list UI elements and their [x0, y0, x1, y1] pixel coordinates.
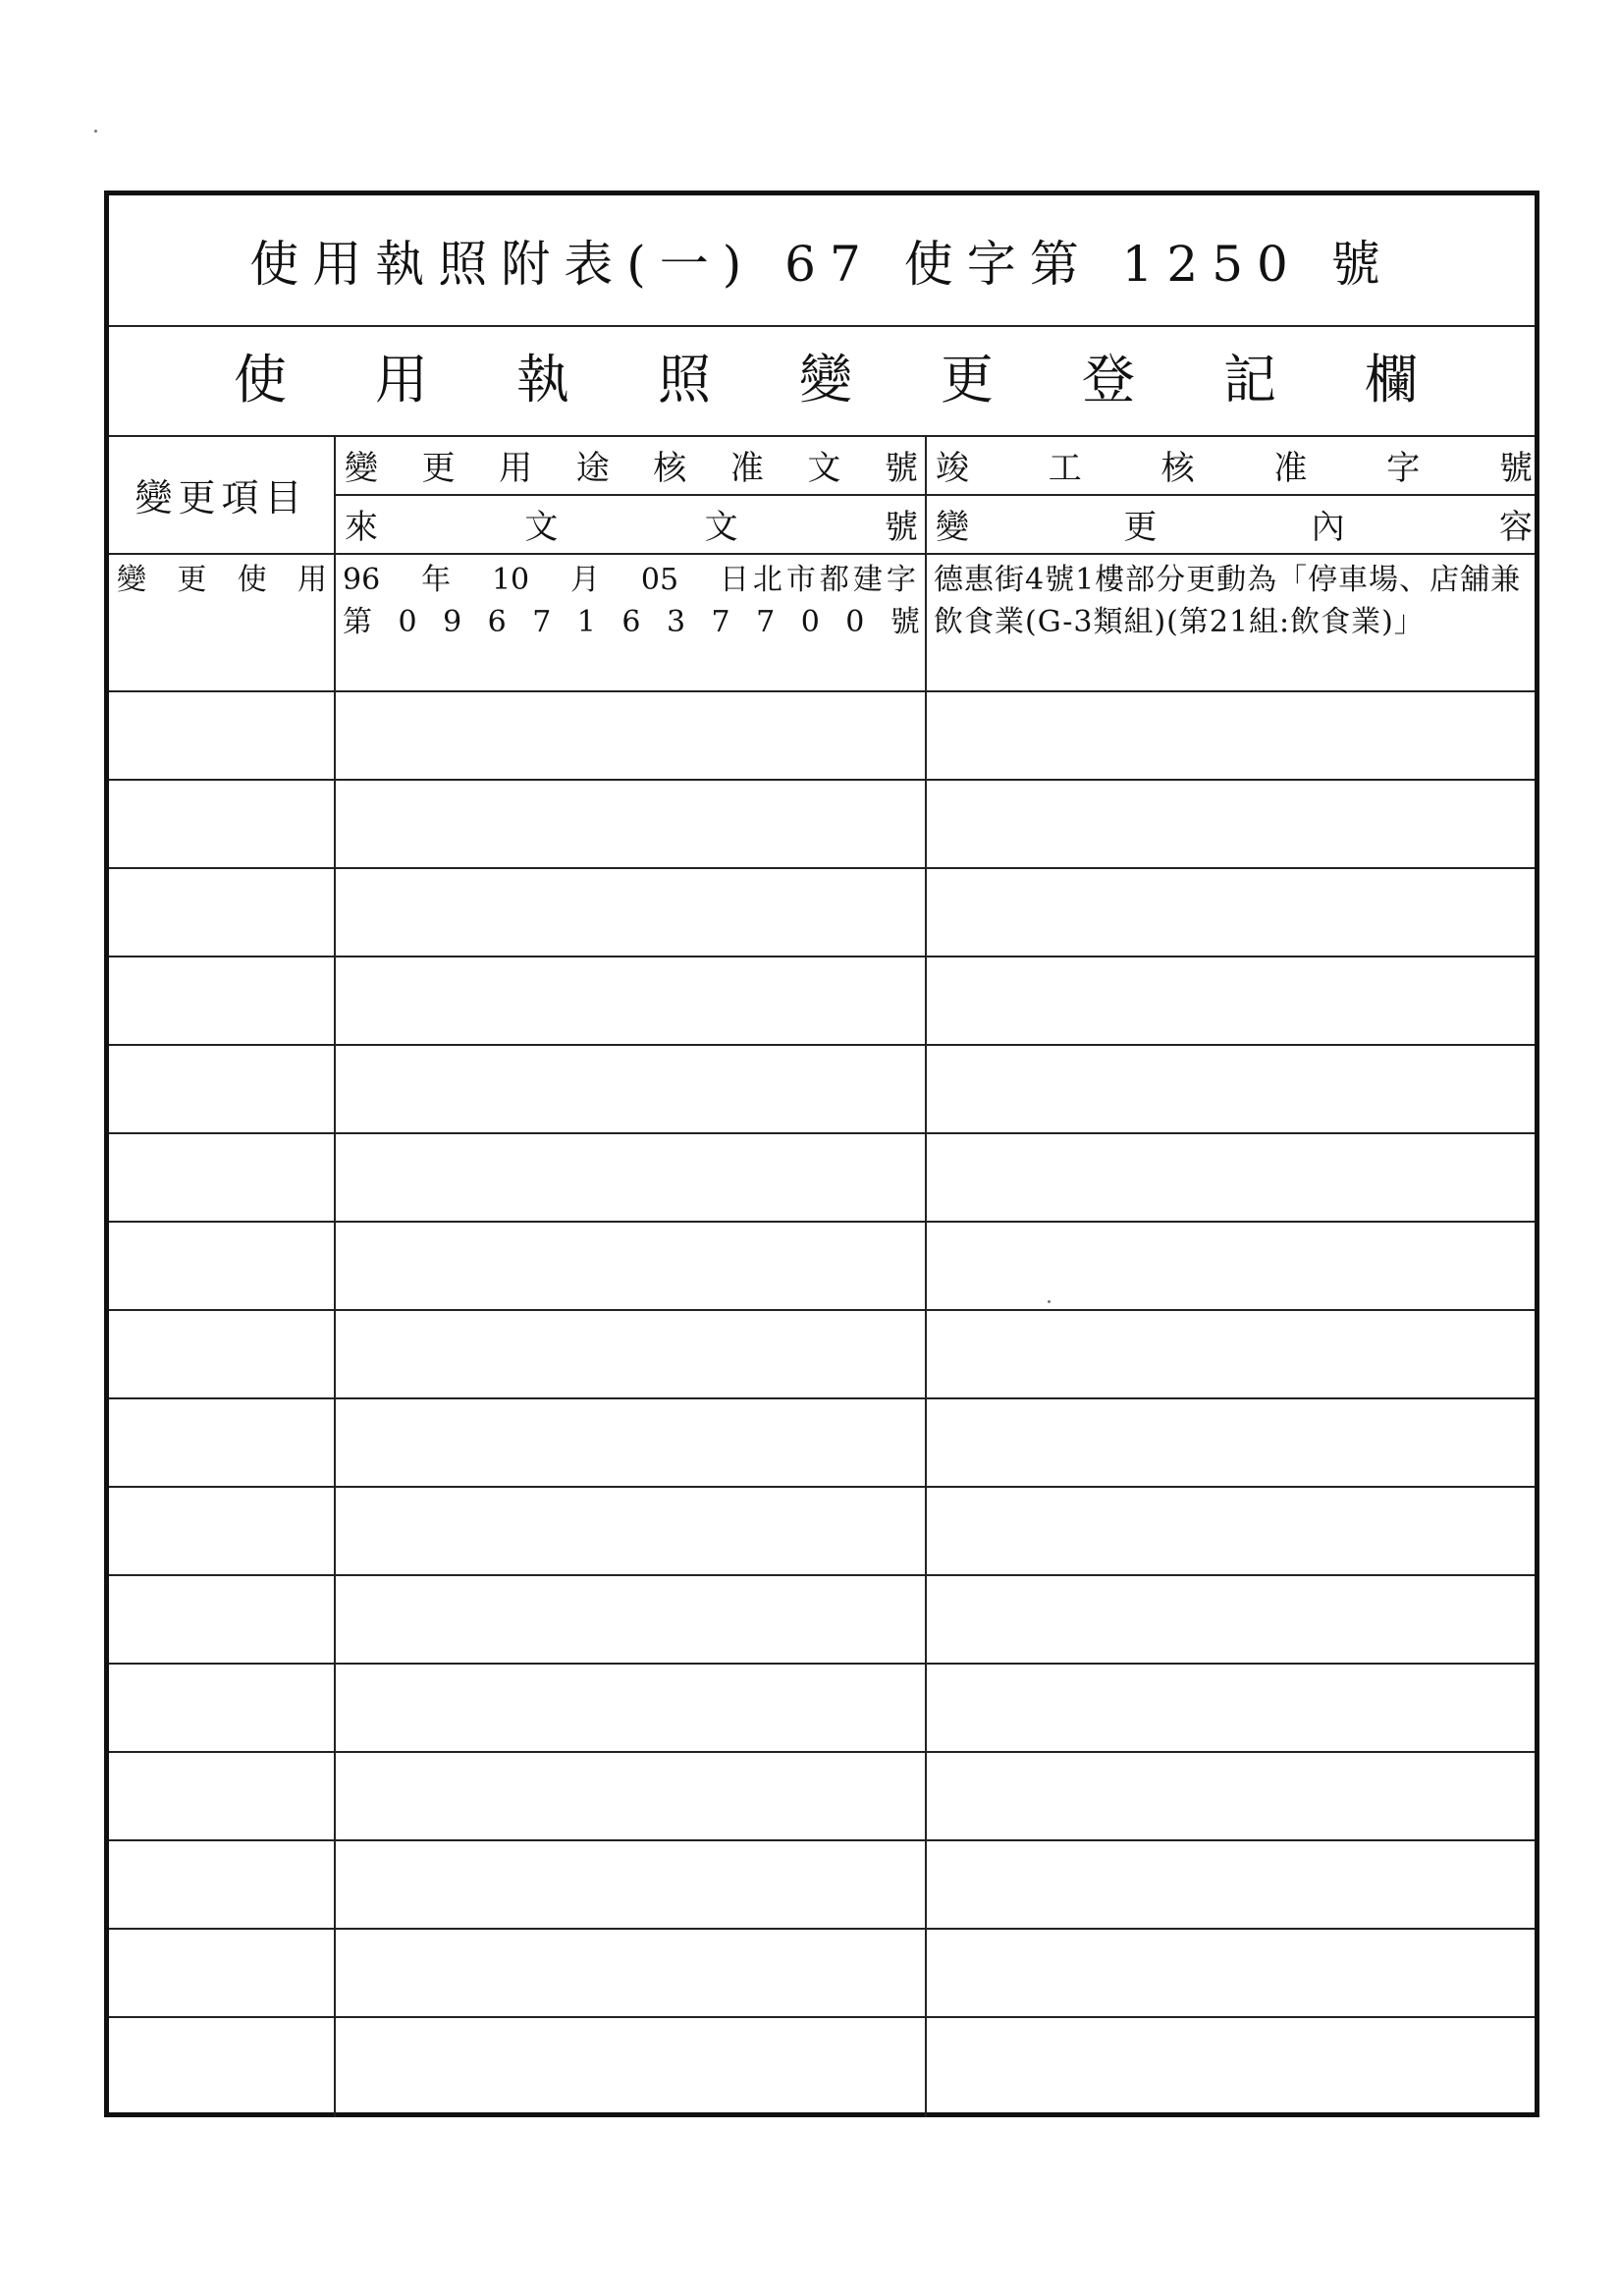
section-title-char: 欄 [1365, 349, 1418, 410]
row-divider [109, 1928, 1535, 1930]
row-divider [109, 1663, 1535, 1665]
section-title-char: 照 [658, 349, 711, 410]
section-title-char: 登 [1082, 349, 1135, 410]
row-doc-line1: 96 年 10 月 05 日北市都建字 [343, 563, 920, 597]
register-table [104, 191, 1539, 2117]
page-title: 使用執照附表(一) 67 使字第 1250 號 [249, 236, 1394, 293]
row-divider [109, 1132, 1535, 1134]
header-completion-no: 竣 工 核 准 字 號 [936, 448, 1533, 488]
row-divider [109, 1309, 1535, 1311]
header-approval-doc-no: 變 更 用 途 核 准 文 號 [345, 448, 918, 488]
row-doc-line2: 第 0 9 6 7 1 6 3 7 7 0 0 號 [343, 605, 920, 639]
row-divider [109, 1751, 1535, 1753]
section-title-char: 記 [1223, 349, 1276, 410]
row-divider [109, 867, 1535, 869]
column-divider [334, 435, 336, 2117]
row-divider [109, 779, 1535, 781]
section-title-char: 更 [941, 349, 994, 410]
row-item: 變 更 使 用 [117, 563, 327, 597]
row-divider [109, 1574, 1535, 1576]
scan-speck [94, 130, 97, 133]
header-change-content: 變 更 內 容 [936, 507, 1533, 547]
row-divider [109, 1397, 1535, 1399]
row-divider [109, 1486, 1535, 1488]
row-change-content: 德惠街4號1樓部分更動為「停車場、店舖兼飲食業(G-3類組)(第21組:飲食業)」 [934, 563, 1522, 639]
divider [109, 553, 1535, 555]
header-change-item: 變更項目 [135, 475, 308, 519]
row-divider [109, 1839, 1535, 1841]
row-divider [109, 956, 1535, 957]
header-incoming-doc-no: 來 文 文 號 [345, 507, 918, 547]
scan-speck [1048, 1300, 1051, 1303]
section-title-char: 變 [799, 349, 852, 410]
section-title-char: 執 [516, 349, 569, 410]
section-title-char: 使 [234, 349, 287, 410]
row-divider [109, 1221, 1535, 1223]
row-divider [109, 1044, 1535, 1046]
section-title-char: 用 [375, 349, 428, 410]
section-title [109, 325, 1535, 435]
column-divider [925, 435, 927, 2117]
row-divider [109, 2016, 1535, 2018]
row-divider [109, 690, 1535, 692]
